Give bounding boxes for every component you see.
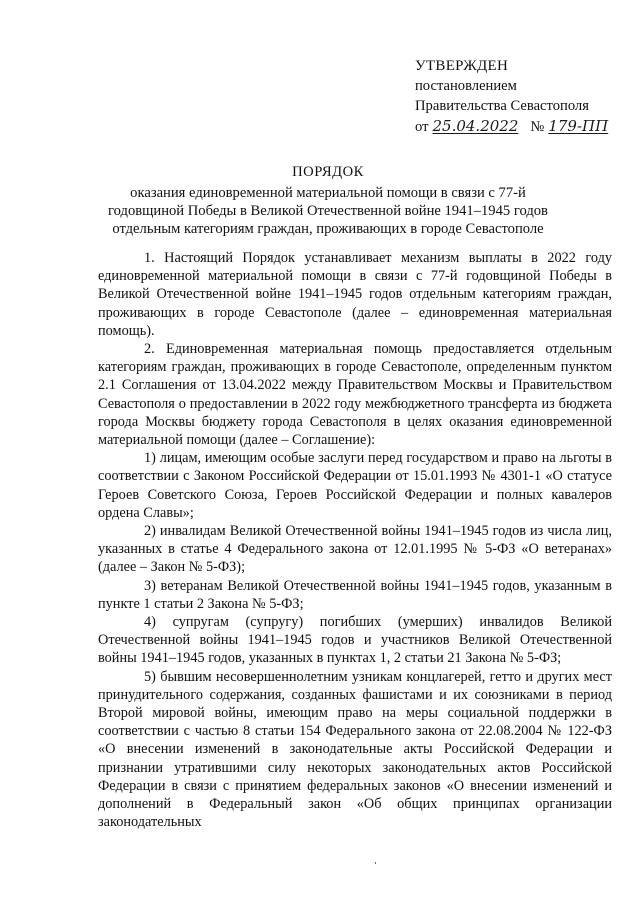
document-subtitle: оказания единовременной материальной помощи в связи с 77-й годовщиной Победы в Великой Отечественной войне 1941–1945 годов отдельным категориям граждан, проживающих в городе Севастополе — [108, 185, 548, 237]
number-sign: № — [530, 119, 545, 135]
paragraph-1: 1. Настоящий Порядок устанавливает механизм выплаты в 2022 году единовременной материальной помощи в связи с 77-й годовщиной Победы в Великой Отечественной войне 1941–1945 годов отдельным категориям граждан, проживающих в городе Севастополе (далее – единовременная материальная помощь). — [98, 250, 612, 339]
approval-line-government: Правительства Севастополя — [415, 98, 589, 114]
list-item-4: 4) супругам (супругу) погибших (умерших) инвалидов Великой Отечественной войны 1941–1945 годов и участников Великой Отечественной войны 1941–1945 годов, указанных в пунктах 1, 2 статьи 21 Закона № 5-ФЗ; — [98, 614, 612, 667]
document-body — [98, 249, 612, 832]
handwritten-number: 179-ПП — [548, 117, 609, 135]
approval-date-number — [415, 116, 608, 137]
document-title: ПОРЯДОК — [292, 164, 364, 180]
list-item-1: 1) лицам, имеющим особые заслуги перед государством и право на льготы в соответствии с Законом Российской Федерации от 15.01.1993 № 4301-1 «О статусе Героев Советского Союза, Героев Российской Федерации и полных кавалеров ордена Славы»; — [98, 450, 612, 521]
approval-stamp — [415, 56, 608, 137]
handwritten-date: 25.04.2022 — [432, 117, 519, 135]
approval-line-resolution: постановлением — [415, 78, 517, 94]
list-item-2: 2) инвалидам Великой Отечественной войны 1941–1945 годов из числа лиц, указанных в статье 4 Федерального закона от 12.01.1995 № 5-ФЗ «О ветеранах» (далее – Закон № 5-ФЗ); — [98, 523, 612, 576]
page-mark — [375, 862, 376, 864]
approval-from-label: от — [415, 119, 429, 135]
approval-heading: УТВЕРЖДЕН — [415, 58, 509, 74]
list-item-5: 5) бывшим несовершеннолетним узникам концлагерей, гетто и других мест принудительного содержания, созданных фашистами и их союзниками в период Второй мировой войны, имеющим право на меры социальной поддержки в соответствии с частью 8 статьи 154 Федерального закона от 22.08.2004 № 122-ФЗ «О внесении изменений в законодательные акты Российской Федерации и признании утратившими силу некоторых законодательных актов Российской Федерации в связи с принятием федеральных законов «О внесении изменений и дополнений в Федеральный закон «Об общих принципах организации законодательных — [98, 668, 612, 831]
document-title-block — [96, 163, 560, 238]
list-item-3: 3) ветеранам Великой Отечественной войны 1941–1945 годов, указанным в пункте 1 статьи 2 Закона № 5-ФЗ; — [98, 577, 612, 612]
paragraph-2: 2. Единовременная материальная помощь предоставляется отдельным категориям граждан, проживающих в городе Севастополе, определенным пунктом 2.1 Соглашения от 13.04.2022 между Правительством Москвы и Правительством Севастополя о предоставлении в 2022 году межбюджетного трансферта из бюджета города Москвы бюджету города Севастополя в целях оказания единовременной материальной помощи (далее – Соглашение): — [98, 341, 612, 449]
